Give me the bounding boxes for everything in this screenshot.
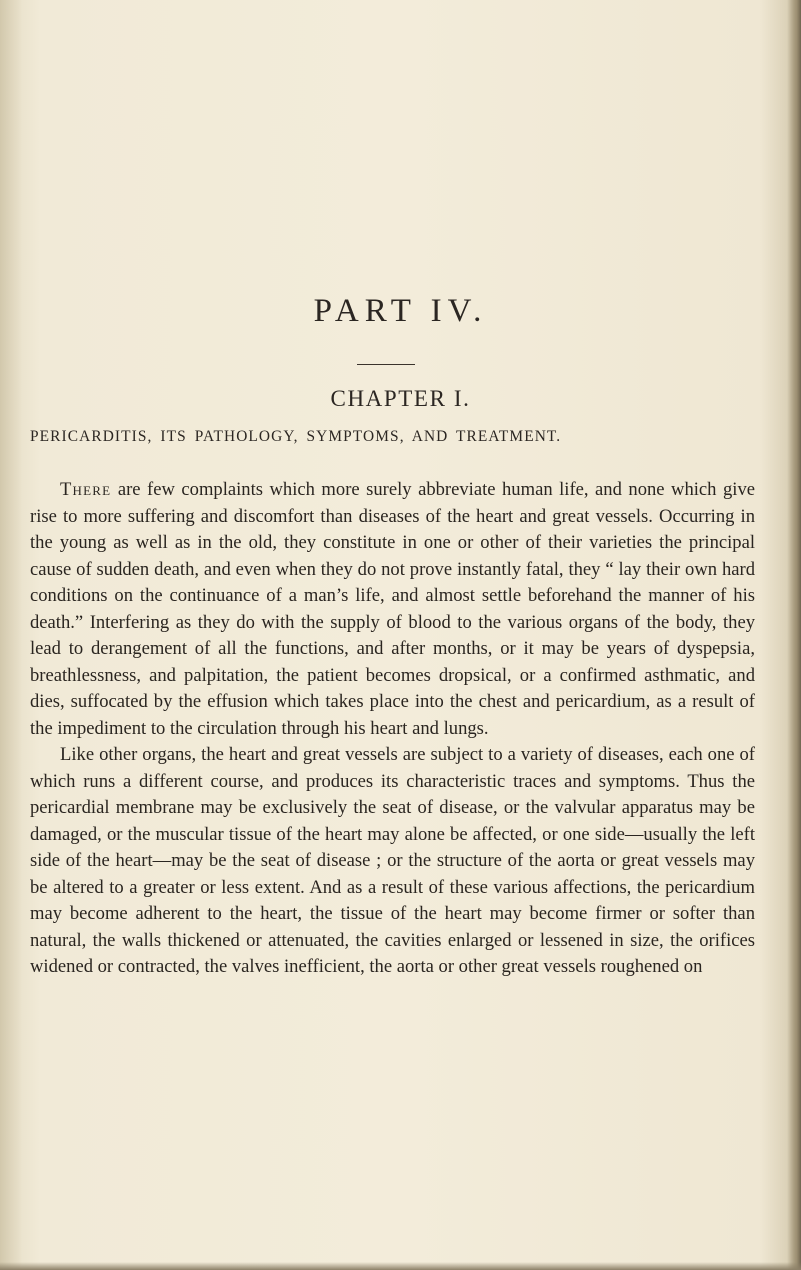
paragraph-text: are few complaints which more surely abbreviate human life, and none which give rise to more suffering and discomfort than diseases of the heart and great vessels. Occurring in the young as well as in the old, they constitute in one or other of their varieties the principal cause of sudden death, and even when they do not prove instantly fatal, they “ lay their own hard conditions on the continuance of a man’s life, and almost settle beforehand the manner of his death.” Interfering as they do with the supply of blood to the various organs of the body, they lead to derangement of all the functions, and after months, or it may be years of dyspepsia, breathlessness, and palpitation, the patient becomes dropsical, or a confirmed asthmatic, and dies, suffocated by the effusion which takes place into the chest and pericardium, as a result of the impediment to the circulation through his heart and lungs. — [30, 479, 755, 739]
paragraph-1 — [30, 477, 755, 742]
paragraph-2 — [30, 742, 755, 981]
page-gutter — [0, 0, 22, 1270]
chapter-title: CHAPTER I. — [330, 386, 471, 411]
chapter-subtitle: PERICARDITIS, ITS PATHOLOGY, SYMPTOMS, AND TREATMENT. — [30, 428, 562, 445]
page-bottom-edge — [0, 1262, 801, 1270]
paragraph-text: Like other organs, the heart and great vessels are subject to a variety of diseases, each one of which runs a different course, and produces its characteristic traces and symptoms. Thus the pericardial membrane may be exclusively the seat of disease, or the valvular apparatus may be damaged, or the muscular tissue of the heart may alone be affected, or one side—usually the left side of the heart—may be the seat of disease ; or the structure of the aorta or great vessels may be altered to a greater or less extent. And as a result of these various affections, the pericardium may become adherent to the heart, the tissue of the heart may become firmer or softer than natural, the walls thickened or attenuated, the cavities enlarged or lessened in size, the orifices widened or contracted, the valves inefficient, the aorta or other great vessels roughened on — [30, 744, 755, 977]
title-divider — [357, 364, 415, 365]
paragraph-lead-word: There — [60, 479, 112, 500]
chapter-body — [30, 477, 755, 981]
page-edge — [787, 0, 801, 1270]
part-title: PART IV. — [313, 293, 488, 329]
